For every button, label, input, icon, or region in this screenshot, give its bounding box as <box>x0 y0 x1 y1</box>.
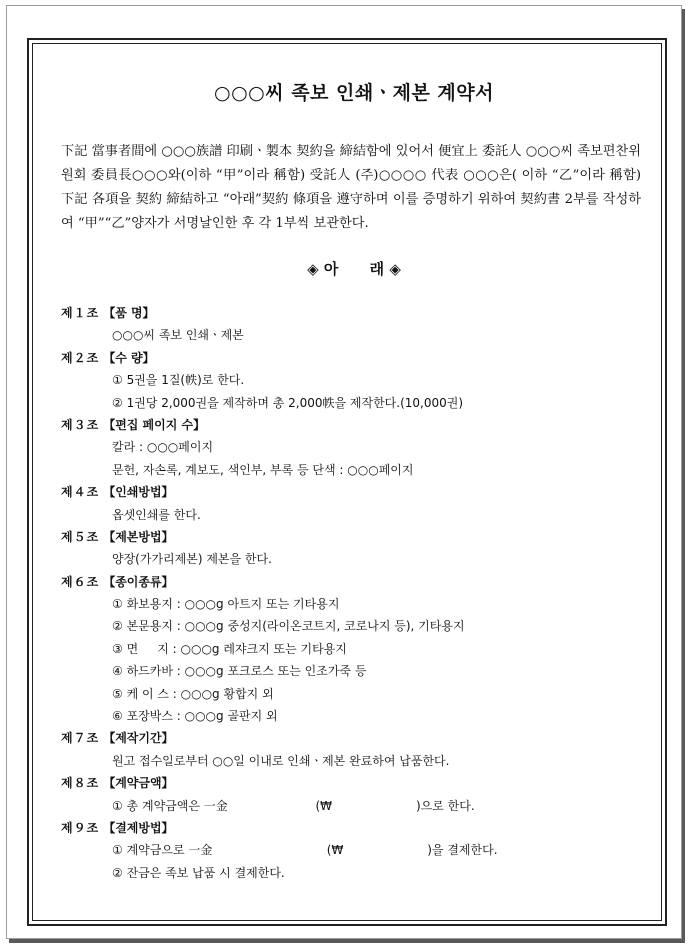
article-title: 【품 명】 <box>103 306 155 320</box>
article-5 <box>61 526 647 571</box>
section-subtitle: ◈ 아 래 ◈ <box>307 260 401 278</box>
article-number: 제７조 <box>61 731 100 746</box>
article-number: 제９조 <box>61 820 100 835</box>
article-1 <box>61 302 647 347</box>
article-title: 【제작기간】 <box>103 731 174 746</box>
article-heading <box>61 772 647 794</box>
article-4 <box>61 481 647 526</box>
article-number: 제２조 <box>61 350 100 365</box>
article-heading <box>61 526 647 548</box>
article-number: 제４조 <box>61 485 100 500</box>
article-title: 【제본방법】 <box>103 529 174 544</box>
article-clause: ② 잔금은 족보 납품 시 결제한다. <box>112 865 285 880</box>
article-heading <box>61 571 647 593</box>
article-clause: ○○○씨 족보 인쇄ㆍ제본 <box>112 328 244 343</box>
contract-body <box>61 78 647 884</box>
article-number: 제３조 <box>61 417 100 432</box>
article-clause: ② 1권당 2,000권을 제작하며 총 2,000帙을 제작한다.(10,000권) <box>112 395 464 410</box>
article-heading <box>61 817 647 839</box>
article-number: 제１조 <box>61 306 100 320</box>
article-clause: ③ 면 지 : ○○○g 레쟈크지 또는 기타용지 <box>112 641 347 656</box>
article-clause: ④ 하드카바 : ○○○g 포크로스 또는 인조가죽 등 <box>112 664 367 679</box>
article-title: 【결제방법】 <box>103 820 174 835</box>
article-clause: ② 본문용지 : ○○○g 중성지(라이온코트지, 코로나지 등), 기타용지 <box>112 619 465 634</box>
article-title: 【종이종류】 <box>103 574 174 589</box>
article-heading <box>61 727 647 749</box>
contract-intro: 下記 當事者間에 ○○○族譜 印刷ㆍ製本 契約을 締結함에 있어서 便宜上 委託人 ○○○씨 족보편찬위원회 委員長○○○와(이하 “甲”이라 稱함) 受託人 (주)○○○○ 代表 ○○○은( 이하 “乙”이라 稱함) 下記 各項을 契約 締結하고 “아래”契約 條項을 遵守하며 이를 증명하기 위하여 契約書 2부를 작성하여 “甲”“乙”양자가 서명날인한 후 각 1부씩 보관한다. <box>61 144 641 231</box>
article-3 <box>61 414 647 481</box>
contract-title: ○○○씨 족보 인쇄ㆍ제본 계약서 <box>214 82 494 104</box>
article-9 <box>61 817 647 884</box>
article-heading <box>61 414 647 436</box>
article-list <box>61 302 647 884</box>
article-clause: ① 5권을 1질(帙)로 한다. <box>112 373 245 388</box>
article-8 <box>61 772 647 817</box>
article-number: 제８조 <box>61 776 100 791</box>
article-heading <box>61 481 647 503</box>
article-title: 【수 량】 <box>103 350 155 365</box>
article-clause: 원고 접수일로부터 ○○일 이내로 인쇄ㆍ제본 완료하여 납품한다. <box>112 753 450 768</box>
article-number: 제５조 <box>61 529 100 544</box>
article-clause: 문헌, 자손록, 계보도, 색인부, 부록 등 단색 : ○○○페이지 <box>112 462 414 477</box>
article-clause: 칼라 : ○○○페이지 <box>112 440 214 455</box>
article-heading <box>61 347 647 369</box>
article-clause: ① 총 계약금액은 一金 (₩ )으로 한다. <box>112 798 475 813</box>
article-2 <box>61 347 647 414</box>
article-6 <box>61 571 647 728</box>
article-number: 제６조 <box>61 574 100 589</box>
document-page <box>6 5 682 939</box>
article-clause: 양장(가가리제본) 제본을 한다. <box>112 552 272 567</box>
article-title: 【인쇄방법】 <box>103 485 174 500</box>
article-clause: 옵셋인쇄를 한다. <box>112 507 201 522</box>
article-clause: ① 화보용지 : ○○○g 아트지 또는 기타용지 <box>112 597 340 612</box>
article-7 <box>61 727 647 772</box>
article-clause: ⑥ 포장박스 : ○○○g 골판지 외 <box>112 709 278 724</box>
article-title: 【편집 페이지 수】 <box>103 417 206 432</box>
article-clause: ① 계약금으로 一金 (₩ )을 결제한다. <box>112 843 498 858</box>
article-title: 【계약금액】 <box>103 776 174 791</box>
article-heading <box>61 302 647 324</box>
article-clause: ⑤ 케 이 스 : ○○○g 황합지 외 <box>112 686 274 701</box>
